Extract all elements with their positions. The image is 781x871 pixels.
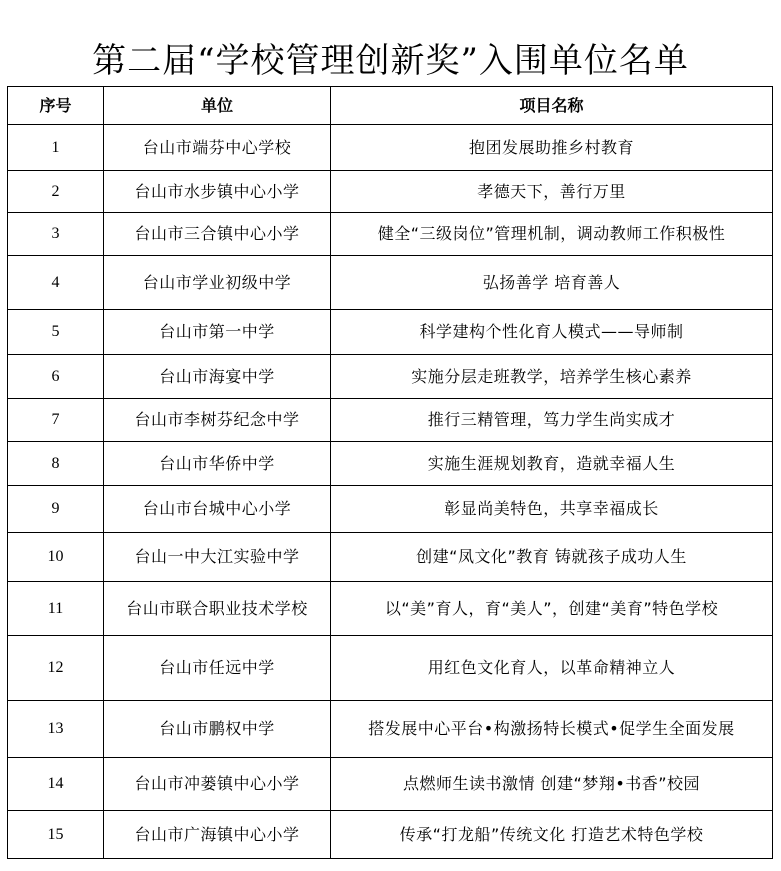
row-project: 实施分层走班教学，培养学生核心素养 bbox=[331, 355, 773, 399]
row-unit: 台山市海宴中学 bbox=[104, 355, 331, 399]
table-row bbox=[8, 171, 773, 213]
row-seq: 15 bbox=[8, 811, 104, 859]
row-seq: 12 bbox=[8, 636, 104, 701]
table-row bbox=[8, 442, 773, 486]
row-unit: 台山市联合职业技术学校 bbox=[104, 582, 331, 636]
table-row bbox=[8, 256, 773, 310]
header-project: 项目名称 bbox=[331, 87, 773, 125]
row-project: 传承“打龙船”传统文化 打造艺术特色学校 bbox=[331, 811, 773, 859]
row-project: 点燃师生读书激情 创建“梦翔•书香”校园 bbox=[331, 758, 773, 811]
row-unit: 台山市广海镇中心小学 bbox=[104, 811, 331, 859]
row-seq: 3 bbox=[8, 213, 104, 256]
row-project: 抱团发展助推乡村教育 bbox=[331, 125, 773, 171]
row-seq: 2 bbox=[8, 171, 104, 213]
row-unit: 台山市水步镇中心小学 bbox=[104, 171, 331, 213]
table-row bbox=[8, 125, 773, 171]
row-project: 用红色文化育人，以革命精神立人 bbox=[331, 636, 773, 701]
row-project: 实施生涯规划教育，造就幸福人生 bbox=[331, 442, 773, 486]
row-unit: 台山市端芬中心学校 bbox=[104, 125, 331, 171]
row-seq: 5 bbox=[8, 310, 104, 355]
table-row bbox=[8, 533, 773, 582]
row-unit: 台山市第一中学 bbox=[104, 310, 331, 355]
table-row bbox=[8, 399, 773, 442]
table-row bbox=[8, 636, 773, 701]
row-seq: 6 bbox=[8, 355, 104, 399]
row-unit: 台山市冲蒌镇中心小学 bbox=[104, 758, 331, 811]
row-project: 科学建构个性化育人模式——导师制 bbox=[331, 310, 773, 355]
header-seq: 序号 bbox=[8, 87, 104, 125]
row-seq: 9 bbox=[8, 486, 104, 533]
row-seq: 8 bbox=[8, 442, 104, 486]
header-unit: 单位 bbox=[104, 87, 331, 125]
row-unit: 台山市三合镇中心小学 bbox=[104, 213, 331, 256]
table-header-row bbox=[8, 87, 773, 125]
row-unit: 台山市学业初级中学 bbox=[104, 256, 331, 310]
table-row bbox=[8, 213, 773, 256]
row-seq: 4 bbox=[8, 256, 104, 310]
row-seq: 13 bbox=[8, 701, 104, 758]
finalist-table bbox=[7, 86, 773, 859]
row-project: 孝德天下，善行万里 bbox=[331, 171, 773, 213]
row-project: 以“美”育人，育“美人”，创建“美育”特色学校 bbox=[331, 582, 773, 636]
row-seq: 10 bbox=[8, 533, 104, 582]
table-row bbox=[8, 486, 773, 533]
page-title: 第二届“学校管理创新奖”入围单位名单 bbox=[92, 41, 689, 81]
row-unit: 台山市鹏权中学 bbox=[104, 701, 331, 758]
row-seq: 7 bbox=[8, 399, 104, 442]
row-unit: 台山市台城中心小学 bbox=[104, 486, 331, 533]
row-project: 彰显尚美特色，共享幸福成长 bbox=[331, 486, 773, 533]
table-row bbox=[8, 582, 773, 636]
row-seq: 1 bbox=[8, 125, 104, 171]
row-project: 推行三精管理，笃力学生尚实成才 bbox=[331, 399, 773, 442]
row-project: 创建“凤文化”教育 铸就孩子成功人生 bbox=[331, 533, 773, 582]
table-row bbox=[8, 811, 773, 859]
row-unit: 台山市李树芬纪念中学 bbox=[104, 399, 331, 442]
table-row bbox=[8, 355, 773, 399]
table-row bbox=[8, 758, 773, 811]
table-row bbox=[8, 701, 773, 758]
row-unit: 台山一中大江实验中学 bbox=[104, 533, 331, 582]
row-project: 搭发展中心平台•构激扬特长模式•促学生全面发展 bbox=[331, 701, 773, 758]
row-project: 弘扬善学 培育善人 bbox=[331, 256, 773, 310]
row-seq: 14 bbox=[8, 758, 104, 811]
row-unit: 台山市任远中学 bbox=[104, 636, 331, 701]
row-seq: 11 bbox=[8, 582, 104, 636]
row-project: 健全“三级岗位”管理机制，调动教师工作积极性 bbox=[331, 213, 773, 256]
row-unit: 台山市华侨中学 bbox=[104, 442, 331, 486]
table-row bbox=[8, 310, 773, 355]
